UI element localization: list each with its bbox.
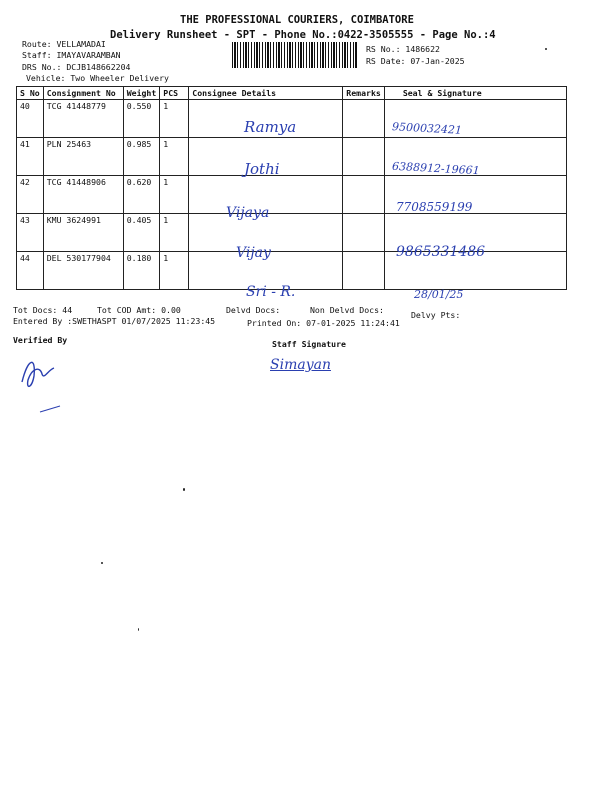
cell-pcs: 1 (160, 138, 189, 176)
cell-consignment: DEL 530177904 (43, 252, 123, 290)
cell-consignment: TCG 41448779 (43, 100, 123, 138)
delivery-points: Delvy Pts: (411, 310, 461, 320)
total-docs: Tot Docs: 44 (13, 305, 73, 315)
col-header-seal: Seal & Signature (384, 87, 566, 100)
col-header-remarks: Remarks (343, 87, 385, 100)
handwritten-signature: 9865331486 (396, 244, 486, 260)
entered-by: Entered By :SWETHASPT 01/07/2025 11:23:45 (13, 316, 216, 326)
cell-sno: 42 (17, 176, 44, 214)
cell-remarks (343, 214, 385, 252)
verifier-signature-mark (14, 350, 84, 430)
cell-remarks (343, 100, 385, 138)
cell-consignment: TCG 41448906 (43, 176, 123, 214)
handwritten-signature: 7708559199 (396, 200, 473, 214)
cell-weight: 0.620 (123, 176, 160, 214)
vehicle-label: Vehicle: Two Wheeler Delivery (26, 73, 169, 83)
table-row (17, 176, 567, 214)
cell-pcs: 1 (160, 176, 189, 214)
cell-weight: 0.985 (123, 138, 160, 176)
scan-speck (138, 628, 139, 631)
delivered-docs: Delvd Docs: (226, 305, 281, 315)
cell-remarks (343, 252, 385, 290)
rs-date: RS Date: 07-Jan-2025 (366, 56, 465, 66)
handwritten-consignee: Vijaya (226, 205, 270, 221)
printed-on: Printed On: 07-01-2025 11:24:41 (247, 318, 400, 328)
cell-sno: 43 (17, 214, 44, 252)
table-row (17, 138, 567, 176)
scan-speck (183, 488, 185, 491)
cell-sno: 44 (17, 252, 44, 290)
total-cod-amount: Tot COD Amt: 0.00 (97, 305, 181, 315)
non-delivered-docs: Non Delvd Docs: (310, 305, 384, 315)
handwritten-consignee: Ramya (244, 118, 297, 136)
drs-number: DRS No.: DCJB148662204 (22, 62, 131, 72)
company-title: THE PROFESSIONAL COURIERS, COIMBATORE (180, 14, 414, 26)
cell-weight: 0.180 (123, 252, 160, 290)
handwritten-signature: 6388912-19661 (391, 159, 480, 178)
col-header-pcs: PCS (160, 87, 189, 100)
handwritten-signature: 28/01/25 (414, 288, 464, 301)
barcode-graphic (232, 42, 358, 68)
verified-by-label: Verified By (13, 335, 68, 345)
cell-weight: 0.405 (123, 214, 160, 252)
cell-consignment: KMU 3624991 (43, 214, 123, 252)
col-header-consignment: Consignment No (43, 87, 123, 100)
table-header-row (17, 87, 567, 100)
handwritten-consignee: Sri - R. (246, 284, 296, 300)
col-header-weight: Weight (123, 87, 160, 100)
col-header-consignee: Consignee Details (189, 87, 343, 100)
handwritten-consignee: Jothi (244, 160, 280, 178)
scan-speck (101, 562, 103, 564)
cell-weight: 0.550 (123, 100, 160, 138)
handwritten-signature: 9500032421 (391, 120, 463, 137)
staff-signature-label: Staff Signature (272, 339, 346, 349)
cell-pcs: 1 (160, 252, 189, 290)
rs-number: RS No.: 1486622 (366, 44, 440, 54)
scan-speck (545, 48, 547, 50)
route-label: Route: VELLAMADAI (22, 39, 106, 49)
runsheet-subtitle: Delivery Runsheet - SPT - Phone No.:0422-3505555 - Page No.:4 (110, 29, 496, 41)
cell-consignment: PLN 25463 (43, 138, 123, 176)
handwritten-consignee: Vijay (236, 245, 271, 261)
cell-remarks (343, 176, 385, 214)
col-header-sno: S No (17, 87, 44, 100)
cell-pcs: 1 (160, 100, 189, 138)
staff-label: Staff: IMAYAVARAMBAN (22, 50, 121, 60)
staff-handwritten-signature: Simayan (270, 357, 331, 373)
cell-pcs: 1 (160, 214, 189, 252)
cell-sno: 41 (17, 138, 44, 176)
cell-sno: 40 (17, 100, 44, 138)
cell-remarks (343, 138, 385, 176)
